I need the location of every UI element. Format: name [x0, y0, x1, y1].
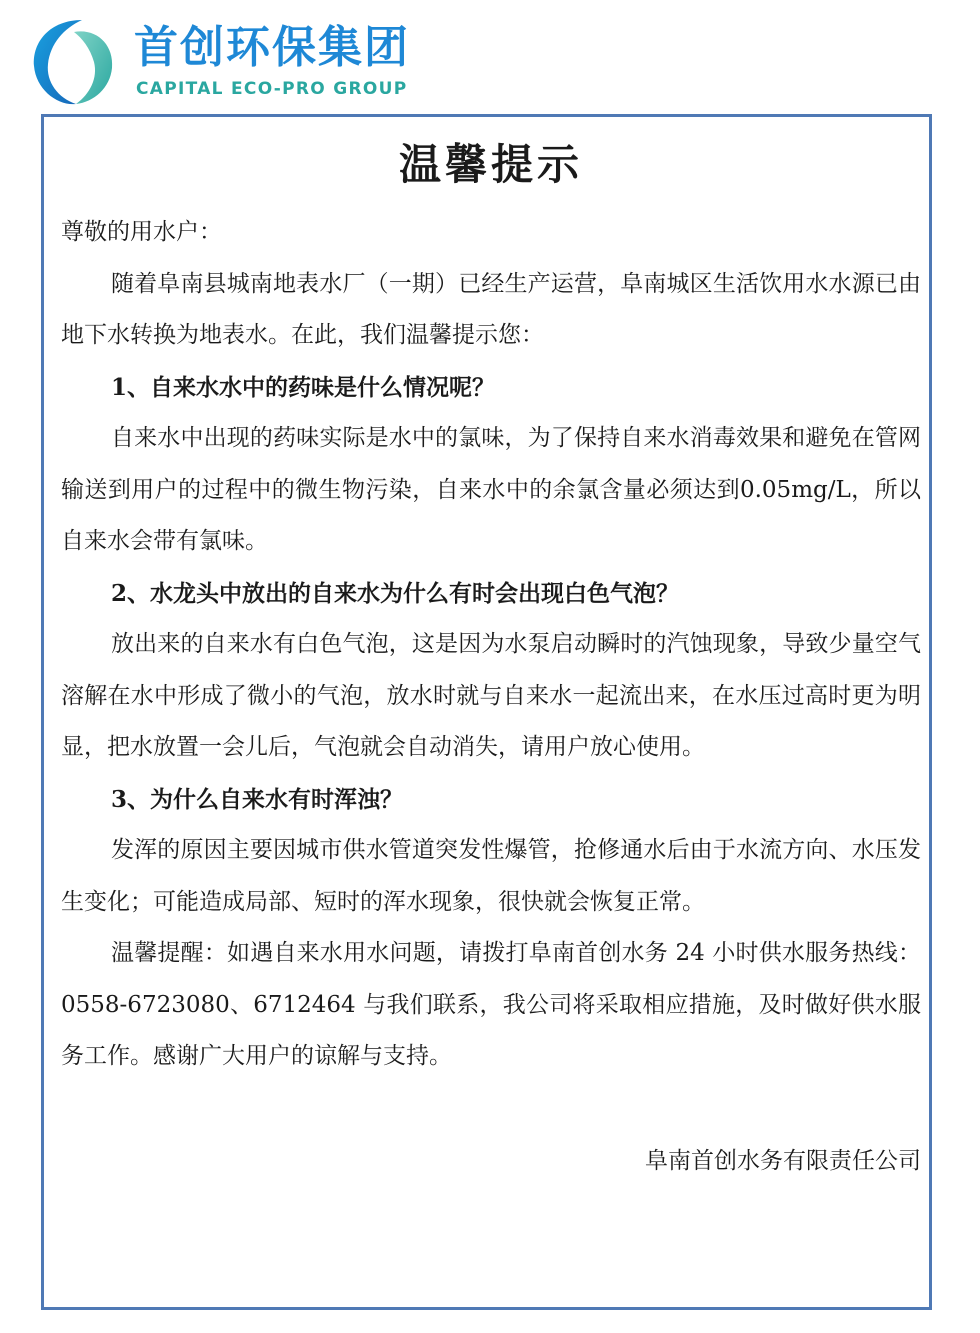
question-1: 1、自来水水中的药味是什么情况呢？: [111, 373, 496, 401]
question-3: 3、为什么自来水有时浑浊？: [111, 785, 404, 813]
brand-name-cn: 首创环保集团: [134, 22, 410, 73]
notice-content: [61, 135, 921, 1181]
answer-2: 放出来的自来水有白色气泡，这是因为水泵启动瞬时的汽蚀现象，导致少量空气溶解在水中形成了微小的气泡，放水时就与自来水一起流出来，在水压过高时更为明显，把水放置一会儿后，气泡就会自动消失，请用户放心使用。: [61, 631, 921, 760]
swirl-logo-icon: [24, 14, 120, 110]
greeting: 尊敬的用水户：: [61, 219, 222, 245]
intro-paragraph: 随着阜南县城南地表水厂（一期）已经生产运营，阜南城区生活饮用水水源已由地下水转换为地表水。在此，我们温馨提示您：: [61, 270, 921, 348]
company-signature: 阜南首创水务有限责任公司: [645, 1147, 921, 1174]
reminder-paragraph: 温馨提醒：如遇自来水用水问题，请拨打阜南首创水务 24 小时供水服务热线：0558-6723080、6712464 与我们联系，我公司将采取相应措施，及时做好供水服务工作。感谢广大用户的谅解与支持。: [61, 940, 921, 1069]
answer-1: 自来水中出现的药味实际是水中的氯味，为了保持自来水消毒效果和避免在管网输送到用户的过程中的微生物污染，自来水中的余氯含量必须达到0.05mg/L，所以自来水会带有氯味。: [61, 425, 921, 554]
notice-title: 温馨提示: [398, 140, 583, 189]
brand-name-en: CAPITAL ECO-PRO GROUP: [136, 79, 408, 99]
header: [0, 0, 980, 112]
answer-3: 发浑的原因主要因城市供水管道突发性爆管，抢修通水后由于水流方向、水压发生变化；可能造成局部、短时的浑水现象，很快就会恢复正常。: [61, 837, 921, 915]
question-2: 2、水龙头中放出的自来水为什么有时会出现白色气泡？: [111, 579, 680, 607]
